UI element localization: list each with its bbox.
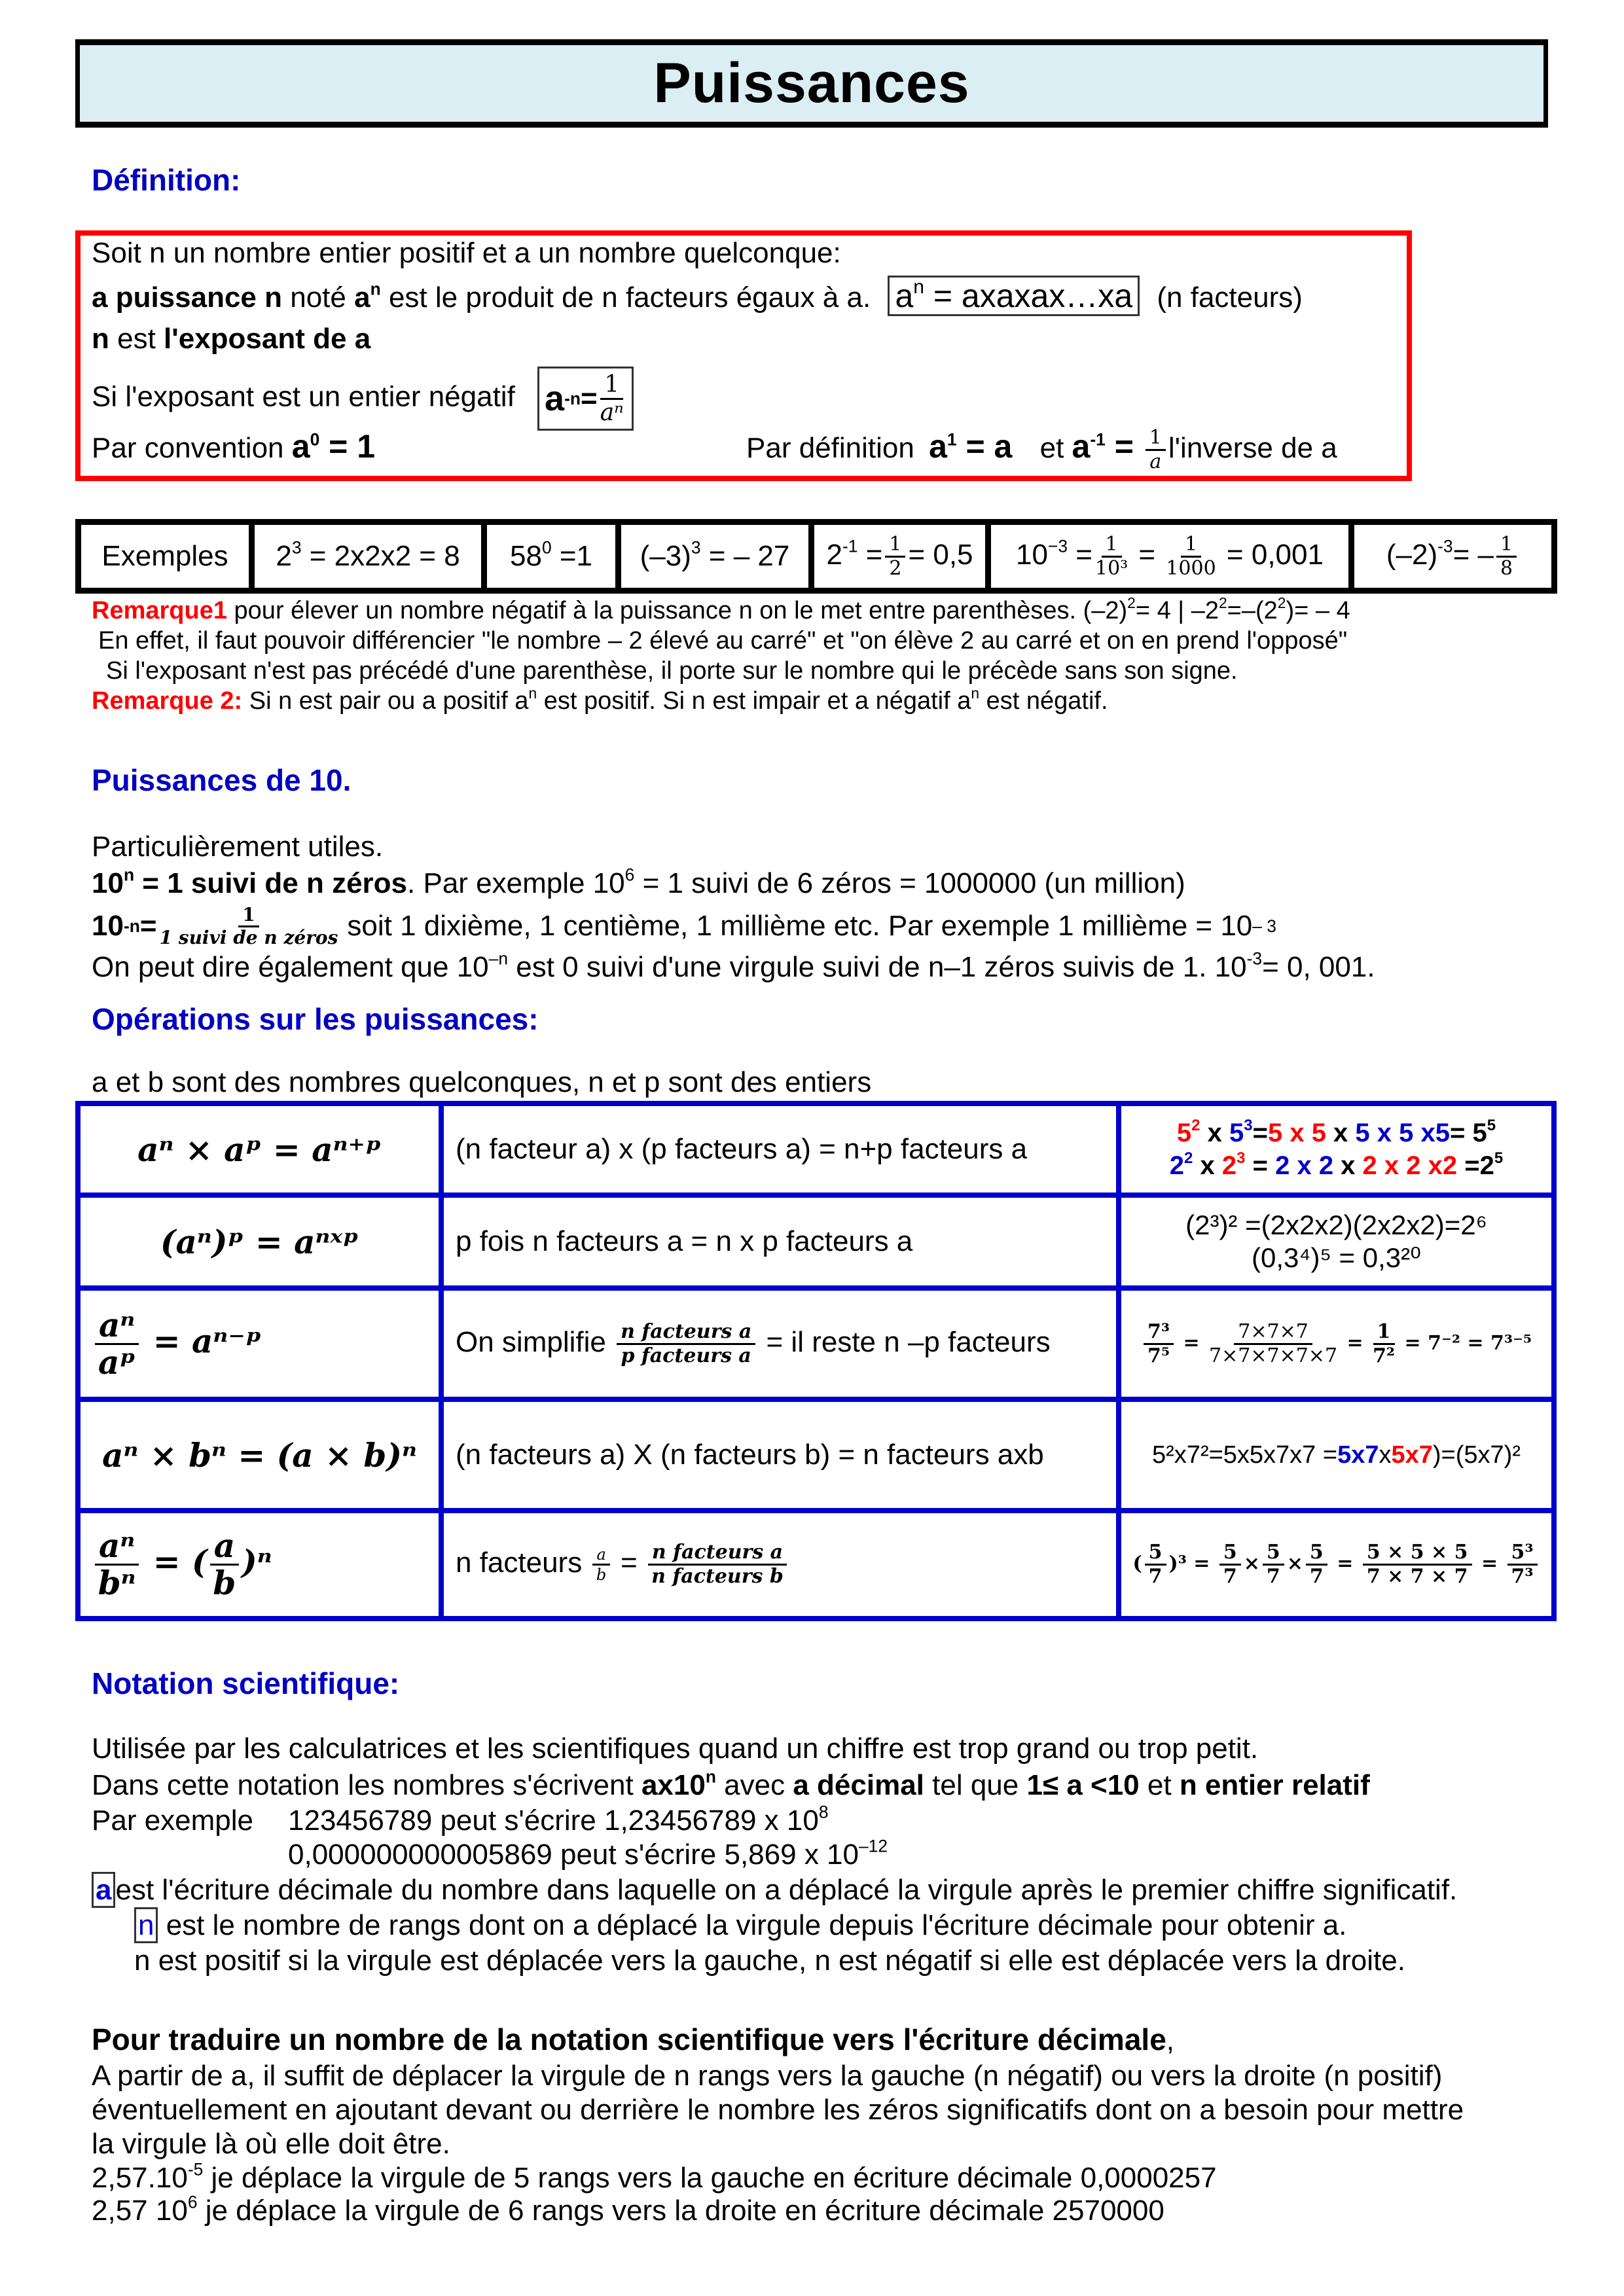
- definition-line-3: n est l'exposant de a: [92, 323, 371, 355]
- scientific-line-2: Dans cette notation les nombres s'écrivent ax10$^n$ avec a décimal tel que 1≤ a <10 et n entier relatif: [92, 1767, 1370, 1801]
- formula-product: aⁿ × aᵖ = aⁿ⁺ᵖ: [78, 1103, 441, 1195]
- translate-example-2: 2,57 $10^6$ je déplace la virgule de 6 rangs vers la droite en écriture décimale 2570000: [92, 2192, 1164, 2227]
- example: 5²x7²=5x5x7x7 =5x7x5x7)=(5x7)²: [1119, 1399, 1554, 1511]
- example-cell: $10^{-3}$ = $\frac{1}{\text{10³}}$ = $\frac{1}{1000}$ = 0,001: [988, 522, 1352, 591]
- example: (2³)² =(2x2x2)(2x2x2)=2⁶ (0,3⁴)⁵ = 0,3²⁰: [1119, 1195, 1554, 1288]
- scientific-example-label: Par exemple: [92, 1804, 254, 1837]
- translate-heading: Pour traduire un nombre de la notation scientifique vers l'écriture décimale,: [92, 2022, 1175, 2056]
- definition-heading: Définition:: [92, 163, 241, 197]
- formula-product-same-exponent: aⁿ × bⁿ = (a × b)ⁿ: [78, 1399, 441, 1511]
- scientific-line-sign: n est positif si la virgule est déplacée vers la gauche, n est négatif si elle est déplacée vers la droite.: [134, 1945, 1405, 1977]
- table-row: [78, 1399, 1554, 1511]
- scientific-line-a: a est l'écriture décimale du nombre dans laquelle on a déplacé la virgule après le premier chiffre significatif.: [92, 1869, 1457, 1911]
- table-row: [78, 1195, 1554, 1288]
- translate-line-2: éventuellement en ajoutant devant ou derrière le nombre les zéros significatifs dont on a besoin pour mettre: [92, 2094, 1464, 2126]
- formula-quotient: $\frac{\text{aⁿ}}{\text{aᵖ}}$ = aⁿ⁻ᵖ: [78, 1288, 441, 1399]
- translate-line-1: A partir de a, il suffit de déplacer la virgule de n rangs vers la gauche (n négatif) ou vers la droite (n positif): [92, 2060, 1443, 2092]
- definition-line-6: Par définition $a^1 = a$ et $a^{-1}$ = $\frac{1}{a}$ l'inverse de a: [746, 425, 1337, 473]
- table-row: [78, 1511, 1554, 1619]
- scientific-example-1: 123456789 peut s'écrire 1,23456789 x $10^8$: [288, 1802, 829, 1837]
- powers-of-10-heading: Puissances de 10.: [92, 763, 352, 797]
- remark-1-line-2: En effet, il faut pouvoir différencier "le nombre – 2 élevé au carré" et "on élève 2 au carré et on en prend l'opposé": [98, 627, 1348, 655]
- example-cell: $(-3)^3$ = – 27: [619, 522, 812, 591]
- definition-line-2: a puissance n noté $a^n$ est le produit de n facteurs égaux à a. $a^n$ = axaxax…xa (n facteurs): [92, 275, 1303, 319]
- description: p fois n facteurs a = n x p facteurs a: [441, 1195, 1119, 1288]
- page-title: Puissances: [653, 52, 970, 115]
- powers-of-10-line-1: Particulièrement utiles.: [92, 831, 384, 863]
- scientific-notation-heading: Notation scientifique:: [92, 1666, 400, 1700]
- title-box: [75, 39, 1548, 128]
- scientific-line-1: Utilisée par les calculatrices et les scientifiques quand un chiffre est trop grand ou trop petit.: [92, 1732, 1259, 1765]
- formula-power-of-power: (aⁿ)ᵖ = aⁿˣᵖ: [78, 1195, 441, 1288]
- negative-exponent-box: a -n = $\frac{1}{\text{aⁿ}}$: [537, 367, 634, 431]
- table-row: [78, 1288, 1554, 1399]
- table-row: [78, 1103, 1554, 1195]
- description: n facteurs $\frac{a}{b}$ = $\frac{\text{n facteurs a}}{\text{n facteurs b}}$: [441, 1511, 1119, 1619]
- examples-table: [75, 519, 1557, 594]
- example: $5^2$ x $5^3=5$ x 5 x 5 x 5 $x5= 5^5$ $2^2$ x $2^3 = 2$ x 2 x 2 x 2 $x2 =2^5$: [1119, 1103, 1554, 1195]
- remark-1-line-3: Si l'exposant n'est pas précédé d'une parenthèse, il porte sur le nombre qui le précède sans son signe.: [106, 657, 1238, 685]
- description: On simplifie $\frac{\text{n facteurs a}}{\text{p facteurs a}}$ = il reste n –p facteurs: [441, 1288, 1119, 1399]
- scientific-line-n: n est le nombre de rangs dont on a déplacé la virgule depuis l'écriture décimale pour obtenir a.: [134, 1905, 1346, 1946]
- example: $\frac{\text{7³}}{\text{7⁵}}$ = $\frac{7\times 7\times 7}{7\times 7\times 7\times 7\times 7}$ = $\frac{1}{\text{7²}}$ = 7⁻² = 7³⁻⁵: [1119, 1288, 1554, 1399]
- power-definition-box: $a^n$ = axaxax…xa: [888, 276, 1140, 316]
- example-cell: $2^{-1}$ = $\frac{1}{2}$ = 0,5: [812, 522, 988, 591]
- remark-1: Remarque1 pour élever un nombre négatif à la puissance n on le met entre parenthèses. $(-2)^2= 4$ | $-2^2=-(2^2)= - 4$: [92, 594, 1350, 624]
- translate-example-1: $2,57.10^{-5}$ je déplace la virgule de 5 rangs vers la gauche en écriture décimale 0,0000257: [92, 2159, 1217, 2194]
- example-cell: $2^3 = 2x2x2 = 8$: [252, 522, 484, 591]
- n-boxed: n: [134, 1907, 158, 1943]
- operations-intro: a et b sont des nombres quelconques, n et p sont des entiers: [92, 1066, 872, 1098]
- description: (n facteur a) x (p facteurs a) = n+p facteurs a: [441, 1103, 1119, 1195]
- examples-row: [79, 522, 1555, 591]
- operations-heading: Opérations sur les puissances:: [92, 1002, 539, 1036]
- example-cell: $58^0 =1$: [484, 522, 619, 591]
- example: ( $\frac{5}{7}$ )³ = $\frac{5}{7}$ × $\frac{5}{7}$ × $\frac{5}{7}$ = $\frac{5 \times 5 \times 5}{7 \times 7 \times 7}$ = $\frac{\text{5³}}{\text{7³}}$: [1119, 1511, 1554, 1619]
- powers-of-10-line-2: $10^n = 1$ suivi de n zéros. Par exemple $10^6 = 1$ suivi de 6 zéros = 1000000 (un million): [92, 865, 1185, 899]
- definition-line-5: Par convention $a^0 = 1$: [92, 428, 376, 465]
- powers-of-10-line-3: 10 -n = $\frac{1}{\text{1 suivi de n zéros}}$ soit 1 dixième, 1 centième, 1 millième etc. Par exemple 1 millième = 10 – 3: [92, 903, 1276, 948]
- formula-quotient-same-exponent: $\frac{\text{aⁿ}}{\text{bⁿ}}$ = ( $\frac{a}{b}$ )ⁿ: [78, 1511, 441, 1619]
- definition-line-1: Soit n un nombre entier positif et a un nombre quelconque:: [92, 237, 841, 269]
- translate-line-3: la virgule là où elle doit être.: [92, 2128, 450, 2160]
- remark-2: Remarque 2: Si n est pair ou a positif $a^n$ est positif. Si n est impair et a négatif $a^n$ est négatif.: [92, 685, 1108, 715]
- examples-label: Exemples: [79, 522, 252, 591]
- scientific-example-2: 0,000000000005869 peut s'écrire 5,869 x $10^{-12}$: [288, 1836, 888, 1871]
- description: (n facteurs a) X (n facteurs b) = n facteurs axb: [441, 1399, 1119, 1511]
- example-cell: $(-2)^{-3}=$ – $\frac{1}{8}$: [1352, 522, 1555, 591]
- powers-of-10-line-4: On peut dire également que $10^{-n}$ est 0 suivi d'une virgule suivi de n–1 zéros suivis de 1. $10^{-3}= 0$, 001.: [92, 948, 1375, 983]
- operations-table: [75, 1101, 1557, 1621]
- a-boxed: a: [92, 1872, 115, 1908]
- definition-line-4: Si l'exposant est un entier négatif a -n = $\frac{1}{\text{aⁿ}}$: [92, 367, 634, 431]
